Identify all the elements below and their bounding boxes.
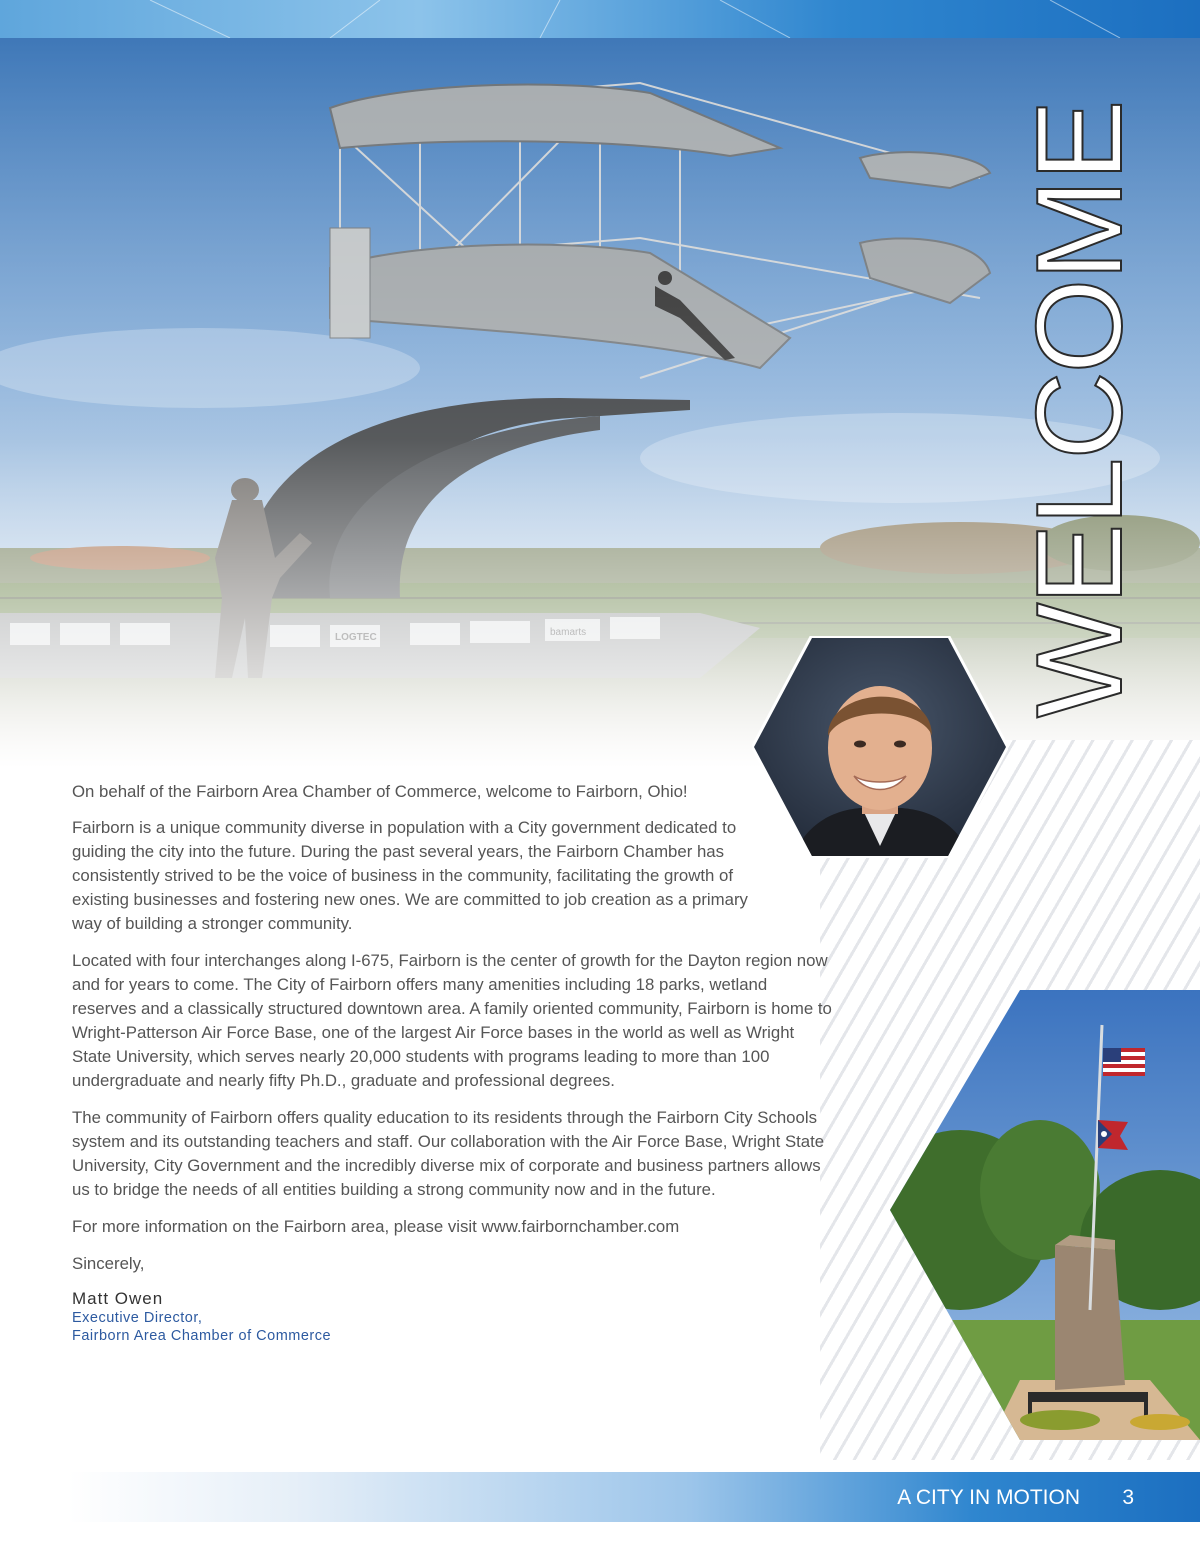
signer-organization: Fairborn Area Chamber of Commerce — [72, 1328, 332, 1344]
letter-closing: Sincerely, — [72, 1254, 145, 1273]
welcome-letter — [72, 780, 832, 1345]
signer-title: Executive Director, — [72, 1310, 203, 1326]
page-title: WELCOME — [1011, 101, 1147, 718]
flag-memorial-photo — [890, 990, 1200, 1440]
page-number: 3 — [1122, 1486, 1134, 1509]
signer-name: Matt Owen — [72, 1289, 164, 1308]
letter-paragraph: Located with four interchanges along I-675, Fairborn is the center of growth for the Dayton region now and for years to come. The City of Fairborn offers many amenities including 18 parks, wetland reserves and a classically structured downtown area. A family oriented community, Fairborn is home to Wright-Patterson Air Force Base, one of the largest Air Force bases in the world as well as Wright State University, which serves nearly 20,000 students with programs leading to more than 100 undergraduate and nearly fifty Ph.D., graduate and professional degrees. — [72, 951, 832, 1090]
top-banner — [0, 0, 1200, 38]
letter-greeting: On behalf of the Fairborn Area Chamber of Commerce, welcome to Fairborn, Ohio! — [72, 782, 688, 801]
letter-paragraph: For more information on the Fairborn area, please visit www.fairbornchamber.com — [72, 1217, 680, 1236]
memorial-image — [890, 990, 1200, 1440]
footer-title: A CITY IN MOTION — [897, 1486, 1080, 1509]
letter-paragraph: The community of Fairborn offers quality education to its residents through the Fairborn City Schools system and its outstanding teachers and staff. Our collaboration with the Air Force Base, Wright State University, City Government and the incredibly diverse mix of corporate and business partners allows us to bridge the needs of all entities building a strong community now and in the future. — [72, 1108, 825, 1199]
top-banner-lines — [0, 0, 1200, 38]
footer-banner — [68, 1472, 1200, 1522]
letter-paragraph: Fairborn is a unique community diverse in population with a City government dedicated to guiding the city into the future. During the past several years, the Fairborn Chamber has consistently strived to be the voice of business in the community, facilitating the growth of existing businesses and fostering new ones. We are committed to job creation as a primary way of building a stronger community. — [72, 818, 748, 933]
